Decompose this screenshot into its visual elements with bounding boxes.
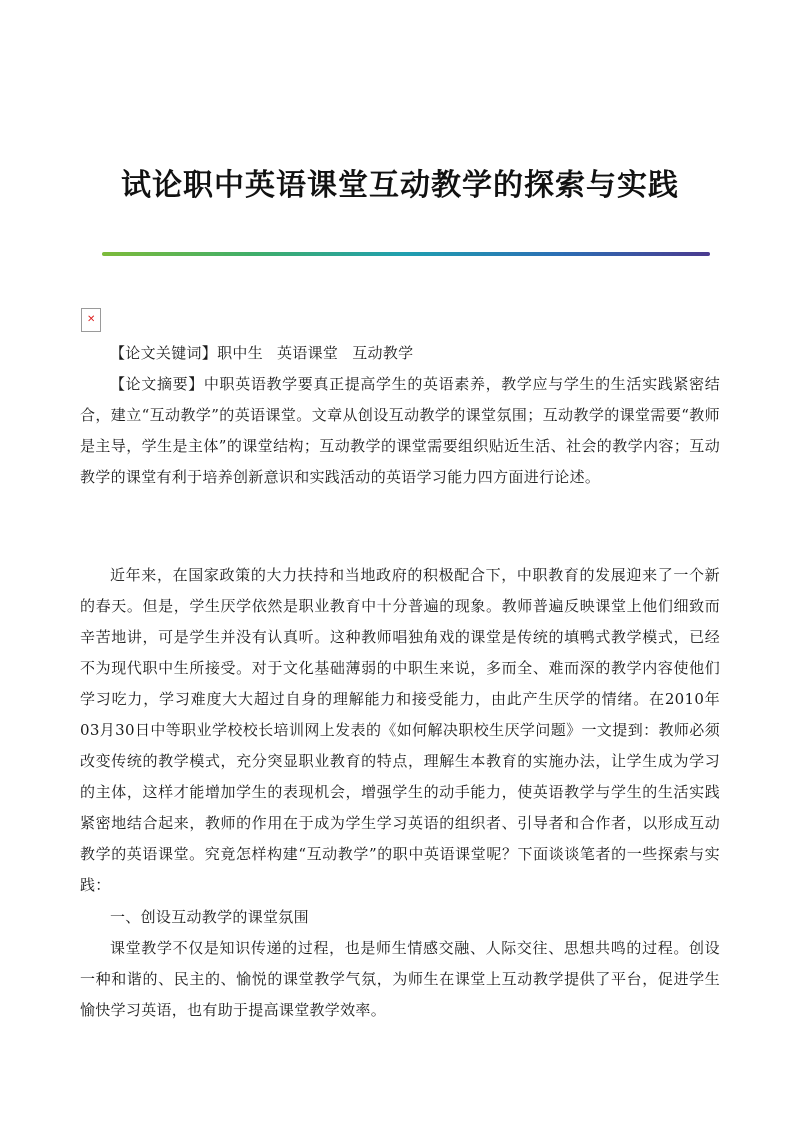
broken-image-icon — [81, 308, 101, 332]
section-heading: 一、创设互动教学的课堂氛围 — [110, 908, 309, 926]
body-paragraph: 近年来，在国家政策的大力扶持和当地政府的积极配合下，中职教育的发展迎来了一个新的春天。但是，学生厌学依然是职业教育中十分普遍的现象。教师普遍反映课堂上他们细致而辛苦地讲，可是学生并没有认真听。这种教师唱独角戏的课堂是传统的填鸭式教学模式，已经不为现代职中生所接受。对于文化基础薄弱的中职生来说，多而全、难而深的教学内容使他们学习吃力，学习难度大大超过自身的理解能力和接受能力，由此产生厌学的情绪。在2010年03月30日中等职业学校校长培训网上发表的《如何解决职校生厌学问题》一文提到：教师必须改变传统的教学模式，充分突显职业教育的特点，理解生本教育的实施办法，让学生成为学习的主体，这样才能增加学生的表现机会，增强学生的动手能力，使英语教学与学生的生活实践紧密地结合起来，教师的作用在于成为学生学习英语的组织者、引导者和合作者，以形成互动教学的英语课堂。究竟怎样构建“互动教学”的职中英语课堂呢？下面谈谈笔者的一些探索与实践： — [80, 566, 720, 894]
abstract-label: 【论文摘要】 — [110, 375, 204, 393]
title-divider — [102, 252, 710, 256]
keyword-term: 互动教学 — [352, 344, 414, 362]
keywords-label: 【论文关键词】 — [110, 344, 218, 362]
keyword-term: 职中生 — [217, 344, 264, 362]
abstract-text: 中职英语教学要真正提高学生的英语素养，教学应与学生的生活实践紧密结合，建立“互动教学”的英语课堂。文章从创设互动教学的课堂氛围；互动教学的课堂需要“教师是主导，学生是主体”的课堂结构；互动教学的课堂需要组织贴近生活、社会的教学内容；互动教学的课堂有利于培养创新意识和实践活动的英语学习能力四方面进行论述。 — [80, 375, 720, 486]
body-paragraph: 课堂教学不仅是知识传递的过程，也是师生情感交融、人际交往、思想共鸣的过程。创设一种和谐的、民主的、愉悦的课堂教学气氛，为师生在课堂上互动教学提供了平台，促进学生愉快学习英语，也有助于提高课堂教学效率。 — [80, 939, 720, 1019]
document-title: 试论职中英语课堂互动教学的探索与实践 — [121, 168, 679, 203]
keyword-term: 英语课堂 — [277, 344, 339, 362]
abstract-paragraph — [80, 369, 720, 493]
broken-image-x-icon: ✕ — [87, 314, 96, 325]
keywords-paragraph — [80, 338, 720, 369]
